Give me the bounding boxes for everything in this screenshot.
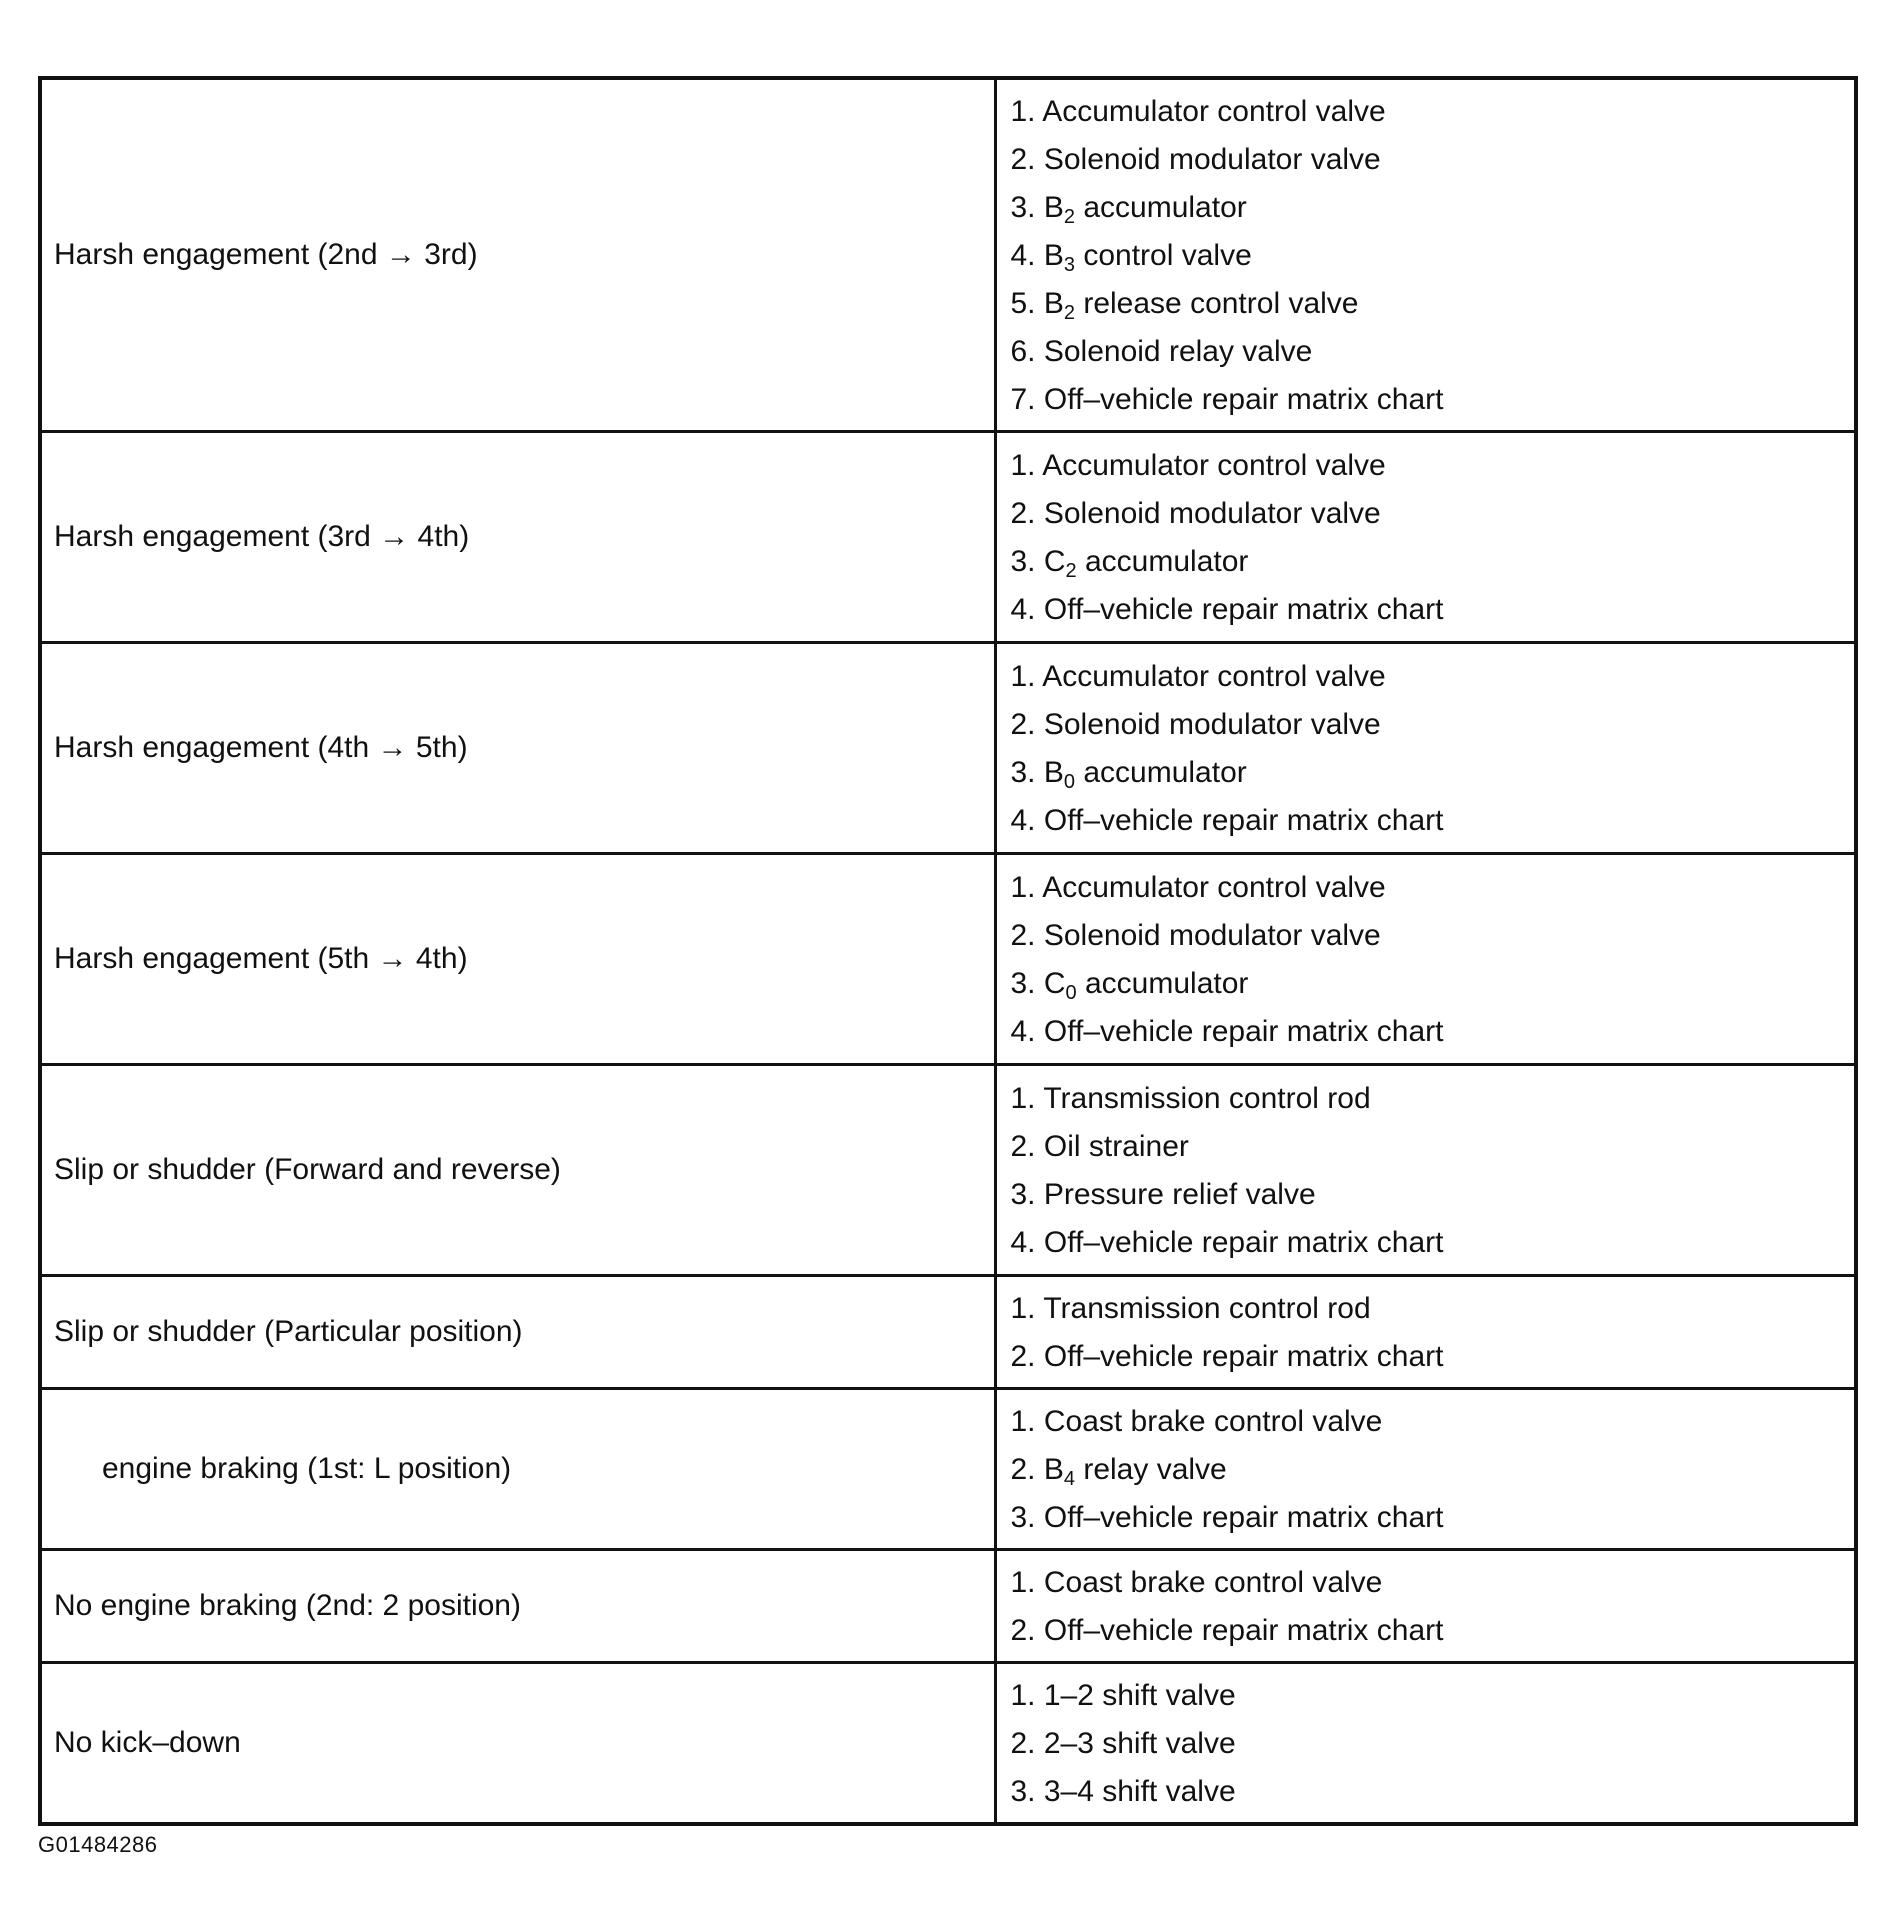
inspection-items-cell	[995, 1065, 1856, 1276]
item-text: 2. Off–vehicle repair matrix chart	[1010, 1614, 1444, 1647]
symptom-cell: No kick–down	[40, 1663, 995, 1825]
symptom-cell: No engine braking (2nd: 2 position)	[40, 1550, 995, 1663]
item-subscript: 2	[1063, 206, 1075, 228]
inspection-item	[1011, 328, 1855, 376]
item-subscript: 0	[1063, 771, 1075, 793]
figure-code: G01484286	[38, 1832, 158, 1857]
inspection-items-cell	[995, 1276, 1856, 1389]
item-text: 2. 2–3 shift valve	[1010, 1727, 1236, 1760]
item-text: 1. Accumulator control valve	[1010, 449, 1386, 482]
item-text: 4. Off–vehicle repair matrix chart	[1010, 593, 1444, 626]
table-row	[40, 1276, 1856, 1389]
item-text: 1. 1–2 shift valve	[1010, 1679, 1236, 1712]
inspection-items-cell	[995, 854, 1856, 1065]
item-text: 1. Coast brake control valve	[1010, 1566, 1383, 1599]
item-text: 2. Off–vehicle repair matrix chart	[1010, 1340, 1444, 1373]
inspection-items-cell	[995, 1550, 1856, 1663]
diagnosis-table	[38, 76, 1858, 1826]
symptom-cell: Harsh engagement (3rd → 4th)	[40, 432, 995, 643]
item-subscript: 0	[1065, 982, 1077, 1004]
inspection-item	[1011, 442, 1855, 490]
inspection-item	[1011, 280, 1855, 328]
symptom-cell: engine braking (1st: L position)	[40, 1389, 995, 1550]
item-text: 4. Off–vehicle repair matrix chart	[1010, 1015, 1444, 1048]
inspection-item	[1011, 960, 1855, 1008]
item-text: 1. Transmission control rod	[1010, 1292, 1371, 1325]
item-text: 3. C	[1010, 967, 1066, 1000]
inspection-item	[1011, 538, 1855, 586]
item-text: 3. B	[1010, 756, 1064, 789]
inspection-items-cell	[995, 78, 1856, 432]
inspection-item	[1011, 1494, 1855, 1542]
item-text: 3. C	[1010, 545, 1066, 578]
inspection-item	[1011, 184, 1855, 232]
inspection-items-cell	[995, 432, 1856, 643]
item-text: 1. Accumulator control valve	[1010, 95, 1386, 128]
inspection-item	[1011, 376, 1855, 424]
item-text: 3. Pressure relief valve	[1010, 1178, 1316, 1211]
item-text-suffix: relay valve	[1075, 1453, 1227, 1486]
item-text: 1. Accumulator control valve	[1010, 871, 1386, 904]
item-subscript: 4	[1063, 1468, 1075, 1490]
table-row	[40, 1663, 1856, 1825]
item-text: 2. Solenoid modulator valve	[1010, 497, 1381, 530]
item-text: 4. Off–vehicle repair matrix chart	[1010, 804, 1444, 837]
inspection-item	[1011, 136, 1855, 184]
item-text: 1. Transmission control rod	[1010, 1082, 1371, 1115]
item-text: 7. Off–vehicle repair matrix chart	[1010, 383, 1444, 416]
inspection-item	[1011, 1446, 1855, 1494]
item-text: 6. Solenoid relay valve	[1010, 335, 1313, 368]
inspection-item	[1011, 1008, 1855, 1056]
item-text-suffix: accumulator	[1075, 756, 1247, 789]
inspection-item	[1011, 1285, 1855, 1333]
inspection-item	[1011, 1672, 1855, 1720]
item-text: 3. B	[1010, 191, 1064, 224]
inspection-items-cell	[995, 1663, 1856, 1825]
item-text: 3. Off–vehicle repair matrix chart	[1010, 1501, 1444, 1534]
inspection-item	[1011, 1398, 1855, 1446]
diagnosis-table-body	[40, 78, 1856, 1824]
symptom-cell: Harsh engagement (5th → 4th)	[40, 854, 995, 1065]
item-text: 1. Accumulator control valve	[1010, 660, 1386, 693]
symptom-cell: Slip or shudder (Particular position)	[40, 1276, 995, 1389]
inspection-item	[1011, 1171, 1855, 1219]
inspection-item	[1011, 749, 1855, 797]
item-text: 5. B	[1010, 287, 1064, 320]
inspection-item	[1011, 490, 1855, 538]
inspection-item	[1011, 1720, 1855, 1768]
inspection-items-cell	[995, 643, 1856, 854]
table-row	[40, 854, 1856, 1065]
table-row	[40, 1389, 1856, 1550]
inspection-item	[1011, 653, 1855, 701]
inspection-item	[1011, 864, 1855, 912]
item-text-suffix: accumulator	[1075, 191, 1247, 224]
table-row	[40, 1065, 1856, 1276]
item-text: 1. Coast brake control valve	[1010, 1405, 1383, 1438]
inspection-item	[1011, 1219, 1855, 1267]
item-text: 2. Solenoid modulator valve	[1010, 143, 1381, 176]
item-text: 3. 3–4 shift valve	[1010, 1775, 1236, 1808]
item-subscript: 2	[1063, 302, 1075, 324]
item-text: 2. Solenoid modulator valve	[1010, 708, 1381, 741]
inspection-item	[1011, 1607, 1855, 1655]
inspection-item	[1011, 701, 1855, 749]
inspection-item	[1011, 1768, 1855, 1816]
item-text-suffix: accumulator	[1076, 545, 1249, 578]
item-text-suffix: release control valve	[1075, 287, 1359, 320]
symptom-cell: Harsh engagement (4th → 5th)	[40, 643, 995, 854]
symptom-cell: Slip or shudder (Forward and reverse)	[40, 1065, 995, 1276]
item-text-suffix: accumulator	[1076, 967, 1249, 1000]
item-text: 2. Solenoid modulator valve	[1010, 919, 1381, 952]
item-text: 4. B	[1010, 239, 1064, 272]
inspection-item	[1011, 797, 1855, 845]
item-text: 4. Off–vehicle repair matrix chart	[1010, 1226, 1444, 1259]
inspection-items-cell	[995, 1389, 1856, 1550]
item-subscript: 3	[1063, 254, 1075, 276]
table-row	[40, 643, 1856, 854]
table-row	[40, 78, 1856, 432]
inspection-item	[1011, 1075, 1855, 1123]
inspection-item	[1011, 586, 1855, 634]
symptom-cell: Harsh engagement (2nd → 3rd)	[40, 78, 995, 432]
inspection-item	[1011, 1123, 1855, 1171]
table-row	[40, 1550, 1856, 1663]
item-text: 2. Oil strainer	[1010, 1130, 1189, 1163]
item-text-suffix: control valve	[1075, 239, 1252, 272]
inspection-item	[1011, 1559, 1855, 1607]
inspection-item	[1011, 88, 1855, 136]
inspection-item	[1011, 1333, 1855, 1381]
table-row	[40, 432, 1856, 643]
item-text: 2. B	[1010, 1453, 1064, 1486]
inspection-item	[1011, 232, 1855, 280]
item-subscript: 2	[1065, 560, 1077, 582]
inspection-item	[1011, 912, 1855, 960]
